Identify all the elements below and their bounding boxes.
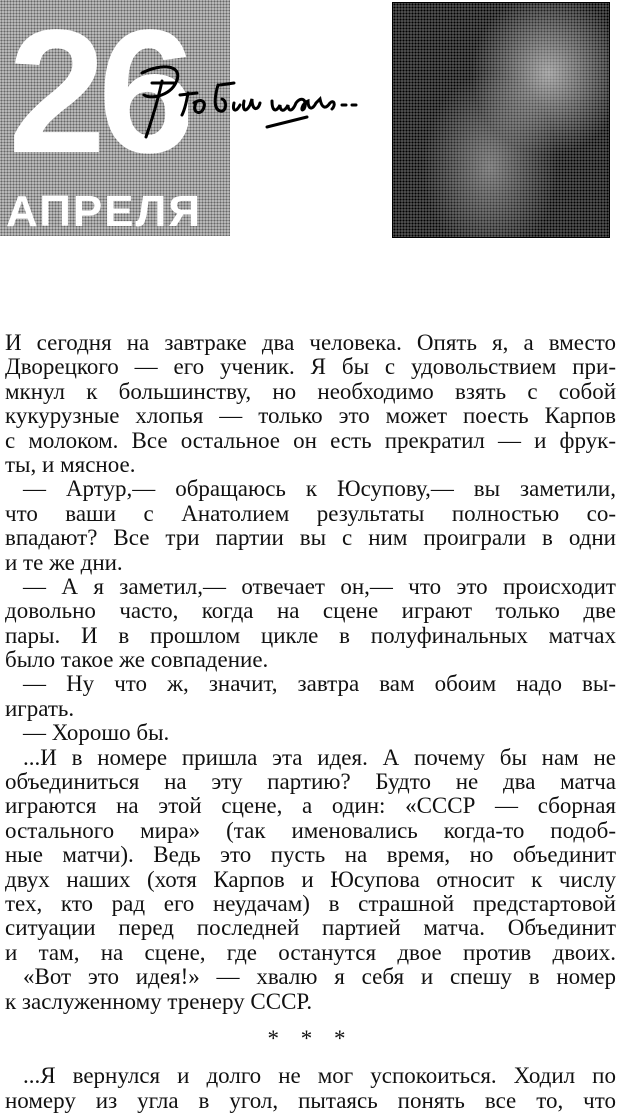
text-line: было такое же совпадение. (5, 647, 269, 673)
paragraphs-block (5, 331, 616, 1014)
article-body (5, 331, 616, 1113)
text-line: и те же дни. (5, 549, 123, 575)
text-line: ные матчи). Ведь это пусть на время, но объединит (5, 842, 616, 868)
text-line: — А я заметил,— отвечает он,— что это происходит (23, 573, 616, 599)
text-line: номеру из угла в угол, пытаясь понять все то, что (5, 1087, 616, 1113)
handwritten-signature (122, 55, 372, 145)
text-line: играются на этой сцене, а один: «СССР — сборная (5, 793, 616, 819)
text-line: с молоком. Все остальное он есть прекратил — и фрук- (5, 427, 616, 453)
text-line: ...И в номере пришла эта идея. А почему бы нам не (23, 744, 616, 770)
text-line: ...Я вернулся и долго не мог успокоиться. Ходил по (23, 1063, 616, 1089)
text-line: играть. (5, 695, 75, 721)
text-line: объединиться на эту партию? Будто не два матча (5, 769, 616, 795)
date-number: 26 (8, 4, 188, 180)
text-line: — Хорошо бы. (23, 720, 170, 746)
text-line: — Ну что ж, значит, завтра вам обоим надо вы- (23, 671, 616, 697)
text-line: тех, кто рад его неудачам) в страшной предстартовой (5, 890, 616, 916)
text-line: двух наших (хотя Карпов и Юсупова относит к числу (5, 866, 616, 892)
text-line: «Вот это идея!» — хвалю я себя и спешу в номер (23, 964, 616, 990)
text-line: Дворецкого — его ученик. Я бы с удовольствием при- (5, 354, 616, 380)
text-line: остального мира» (так именовались когда-то подоб- (5, 817, 616, 843)
text-line: — Артур,— обращаюсь к Юсупову,— вы заметили, (23, 476, 616, 502)
text-line: ситуации перед последней партией матча. Объединит (5, 915, 616, 941)
text-line: мкнул к большинству, но необходимо взять с собой (5, 378, 616, 404)
text-line: пары. И в прошлом цикле в полуфинальных матчах (5, 622, 616, 648)
text-line: впадают? Все три партии вы с ним проиграли в одни (5, 525, 616, 551)
paragraphs-block-2 (5, 1064, 616, 1113)
portrait-photo (392, 2, 610, 238)
text-line: довольно часто, когда на сцене играют только две (5, 598, 616, 624)
text-line: И сегодня на завтраке два человека. Опять я, а вместо (5, 330, 616, 355)
text-line: кукурузные хлопья — только это может поесть Карпов (5, 403, 616, 429)
date-month: АПРЕЛЯ (6, 187, 203, 236)
text-line: к заслуженному тренеру СССР. (5, 988, 313, 1014)
section-separator: * * * (267, 1025, 354, 1051)
text-line: ты, и мясное. (5, 451, 136, 477)
text-line: что ваши с Анатолием результаты полностью со- (5, 500, 616, 526)
text-line: и там, на сцене, где останутся двое против двоих. (5, 939, 616, 965)
